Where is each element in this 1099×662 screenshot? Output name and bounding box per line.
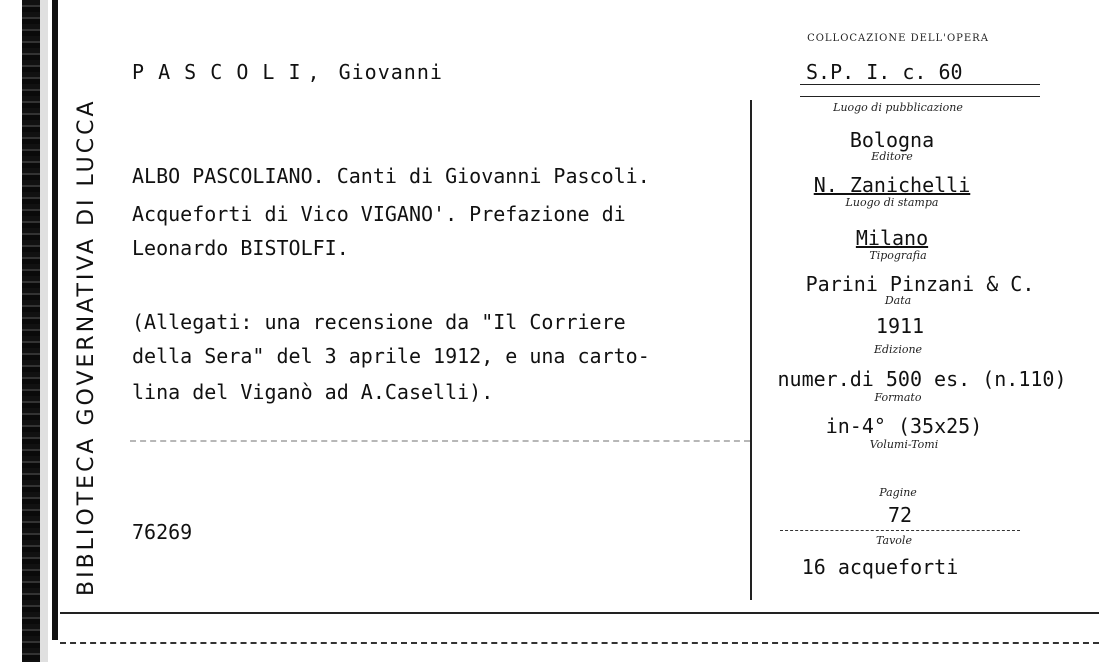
printer-label: Tipografia: [869, 249, 927, 262]
bottom-rule: [60, 612, 1099, 614]
bottom-dashed-rule: [60, 642, 1099, 644]
notes-line-2: della Sera" del 3 aprile 1912, e una carto-: [132, 344, 650, 368]
card-margin-bar: [52, 0, 58, 640]
description-line-3: Leonardo BISTOLFI.: [132, 236, 349, 260]
right-panel-divider: [750, 100, 752, 600]
print-place-value: Milano: [855, 226, 929, 250]
author-heading: [132, 62, 443, 82]
collocation-rule: [800, 84, 1040, 85]
date-label: Data: [884, 294, 912, 307]
faint-rule: [130, 440, 750, 442]
notes-line-3: lina del Viganò ad A.Caselli).: [132, 380, 494, 404]
volumes-label: Volumi-Tomi: [869, 438, 939, 451]
card-left-edge: [22, 0, 40, 662]
format-value: in-4° (35x25): [825, 414, 983, 438]
pages-rule: [780, 530, 1020, 531]
place-label: Luogo di pubblicazione: [833, 101, 963, 114]
plates-value: 16 acqueforti: [801, 555, 959, 579]
plates-label: Tavole: [876, 534, 912, 547]
edition-label: Edizione: [873, 343, 923, 356]
notes-line-1: (Allegati: una recensione da "Il Corriere: [132, 310, 626, 334]
edition-value: numer.di 500 es. (n.110): [777, 367, 1067, 391]
collocation-label: COLLOCAZIONE DELL'OPERA: [807, 33, 989, 44]
format-label: Formato: [874, 391, 922, 404]
publisher-label: Editore: [871, 150, 913, 163]
author-surname: P A S C O L I: [132, 60, 302, 84]
panel-top-rule: [800, 96, 1040, 97]
place-value: Bologna: [849, 128, 935, 152]
library-spine-title: BIBLIOTECA GOVERNATIVA DI LUCCA: [74, 98, 99, 596]
print-place-label: Luogo di stampa: [845, 196, 939, 209]
description-line-2: Acqueforti di Vico VIGANO'. Prefazione di: [132, 202, 626, 226]
pages-label: Pagine: [879, 486, 917, 499]
description-line-1: ALBO PASCOLIANO. Canti di Giovanni Pascoli.: [132, 164, 650, 188]
date-value: 1911: [875, 314, 925, 338]
collocation-value: S.P. I. c. 60: [806, 60, 963, 84]
author-forename: Giovanni: [338, 60, 443, 84]
inventory-number: 76269: [132, 520, 193, 544]
card-left-shadow: [40, 0, 48, 662]
pages-value: 72: [887, 503, 913, 527]
author-separator: ,: [307, 60, 321, 84]
publisher-value: N. Zanichelli: [813, 173, 971, 197]
printer-value: Parini Pinzani & C.: [805, 272, 1035, 296]
